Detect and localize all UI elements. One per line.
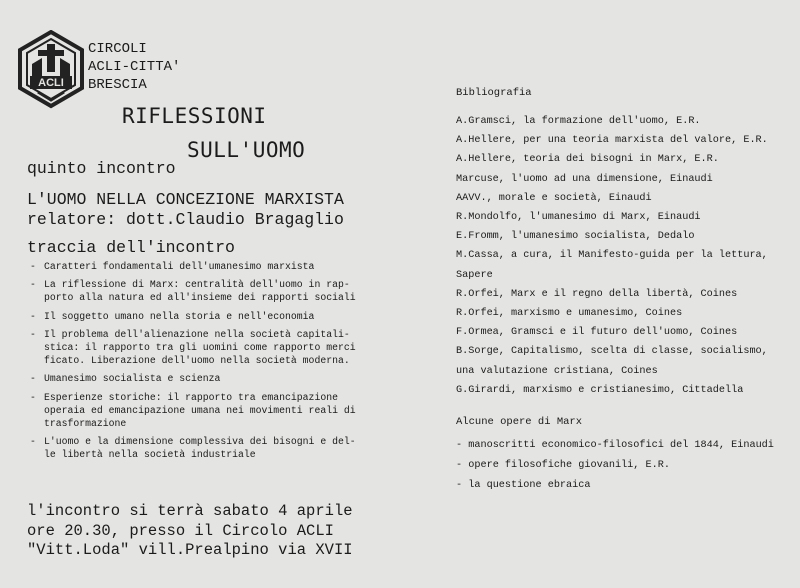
notice-line: "Vitt.Loda" vill.Prealpino via XVII [27,541,353,559]
marx-works-heading: Alcune opere di Marx [456,416,583,428]
marx-work-entry: - la questione ebraica [456,480,591,491]
bibliography-entry: G.Girardi, marxismo e cristianesimo, Cittadella [456,384,744,396]
org-line: ACLI-CITTA' [88,59,181,75]
bibliography-entry: A.Gramsci, la formazione dell'uomo, E.R. [456,116,701,127]
list-item-text: Umanesimo socialista e scienza [44,373,221,385]
outline-heading: traccia dell'incontro [27,238,235,257]
bibliography-entry: F.Ormea, Gramsci e il futuro dell'uomo, Coines [456,327,738,339]
meeting-topic: L'UOMO NELLA CONCEZIONE MARXISTA [27,190,344,209]
list-item-text: L'uomo e la dimensione complessiva dei bisogni e del- le libertà nella società industriale [44,436,356,461]
bibliography-entry: AAVV., morale e società, Einaudi [456,192,652,204]
meeting-number: quinto incontro [27,159,176,178]
list-item-text: Il soggetto umano nella storia e nell'economia [44,310,315,322]
bibliography-entry: M.Cassa, a cura, il Manifesto-guida per la lettura, Sapere [456,250,768,281]
bibliography-entry: A.Hellere, per una teoria marxista del valore, E.R. [456,135,768,147]
marx-work-entry: - manoscritti economico-filosofici del 1844, Einaudi [456,440,774,451]
list-item: - Il soggetto umano nella storia e nell'economia [30,310,400,323]
bibliography-entry: E.Fromm, l'umanesimo socialista, Dedalo [456,231,695,243]
title-line-2: SULL'UOMO [187,138,306,162]
acli-cross-emblem-icon [16,30,86,110]
title-line-1: RIFLESSIONI [122,104,267,128]
marx-work-text: manoscritti economico-filosofici del 1844, Einaudi [468,440,774,451]
bibliography-heading: Bibliografia [456,87,532,99]
list-item: - Umanesimo socialista e scienza [30,372,400,385]
meeting-notice [27,502,353,561]
bibliography-entry: R.Orfei, marxismo e umanesimo, Coines [456,308,683,320]
org-line: CIRCOLI [88,41,147,57]
list-item: - La riflessione di Marx: centralità dell'uomo in rap- porto alla natura ed all'insieme dei rapporti sociali [30,278,400,304]
bibliography-entry: Marcuse, l'uomo ad una dimensione, Einaudi [456,173,713,185]
marx-work-entry: - opere filosofiche giovanili, E.R. [456,460,670,471]
bibliography-entry: R.Mondolfo, l'umanesimo di Marx, Einaudi [456,212,701,224]
notice-line: ore 20.30, presso il Circolo ACLI [27,521,334,540]
org-line: BRESCIA [88,77,147,93]
marx-works-list [456,436,774,496]
list-item: - Caratteri fondamentali dell'umanesimo marxista [30,260,400,273]
list-item: - L'uomo e la dimensione complessiva dei bisogni e del- le libertà nella società industriale [30,435,400,461]
acli-logo [16,30,86,110]
notice-line: l'incontro si terrà sabato 4 aprile [27,502,353,520]
marx-work-text: opere filosofiche giovanili, E.R. [468,460,670,471]
meeting-speaker: relatore: dott.Claudio Bragaglio [27,210,344,229]
outline-list [30,260,400,467]
organization-name [88,40,180,94]
bibliography-list [456,112,786,400]
list-item-text: Esperienze storiche: il rapporto tra emancipazione operaia ed emancipazione umana nei movimenti reali di trasformazione [44,391,356,430]
list-item-text: La riflessione di Marx: centralità dell'uomo in rap- porto alla natura ed all'insieme dei rapporti sociali [44,279,356,304]
bibliography-entry: R.Orfei, Marx e il regno della libertà, Coines [456,288,738,300]
list-item-text: Caratteri fondamentali dell'umanesimo marxista [44,261,315,272]
list-item: - Il problema dell'alienazione nella società capitali- stica: il rapporto tra gli uomini come rapporto merci ficato. Liberazione dell'uomo nella società moderna. [30,328,400,368]
list-item-text: Il problema dell'alienazione nella società capitali- stica: il rapporto tra gli uomini come rapporto merci ficato. Liberazione dell'uomo nella società moderna. [44,328,356,367]
bibliography-entry: B.Sorge, Capitalismo, scelta di classe, socialismo, una valutazione cristiana, Coines [456,346,768,377]
logo-text: ACLI [38,77,64,89]
list-item: - Esperienze storiche: il rapporto tra emancipazione operaia ed emancipazione umana nei movimenti reali di trasformazione [30,391,400,431]
bibliography-entry: A.Hellere, teoria dei bisogni in Marx, E.R. [456,154,719,166]
marx-work-text: la questione ebraica [468,480,591,491]
